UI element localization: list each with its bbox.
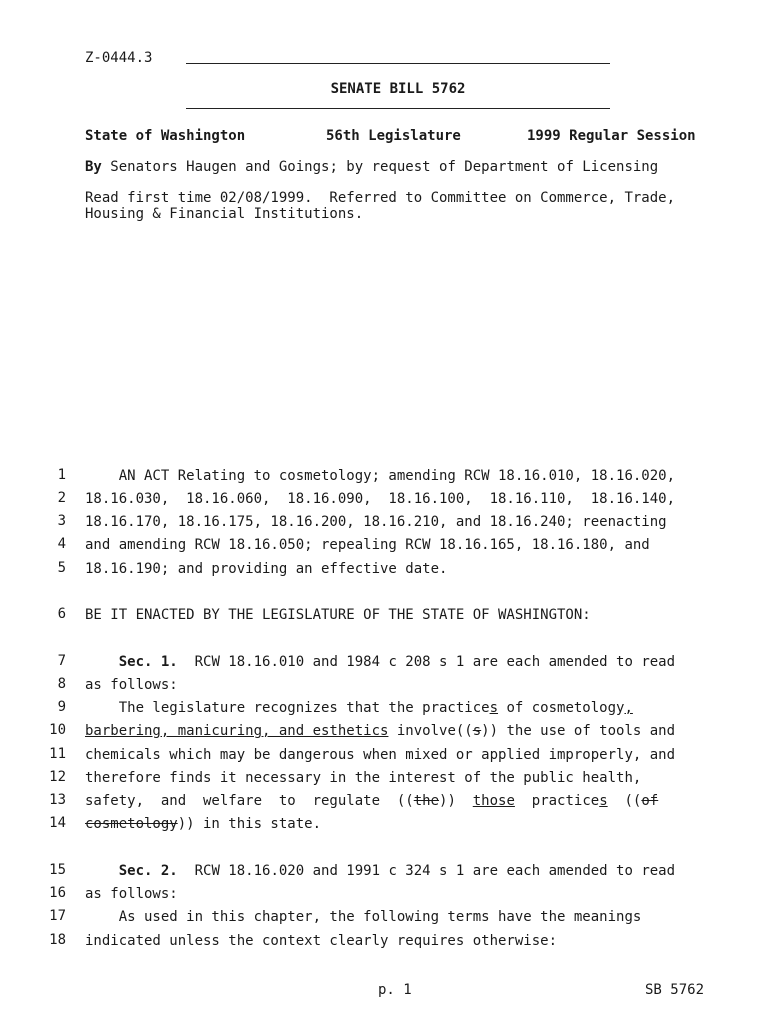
- body-line: as follows:: [85, 886, 178, 902]
- line-number: 14: [49, 815, 66, 831]
- text-span: ((: [607, 793, 642, 809]
- line-number: 5: [57, 560, 66, 576]
- body-line: chemicals which may be dangerous when mixed or applied improperly, and: [85, 747, 676, 763]
- line-number: 8: [57, 676, 66, 692]
- deleted-text: of: [641, 793, 659, 809]
- text-span: involve((: [388, 723, 473, 739]
- inserted-text: ,: [624, 700, 633, 716]
- referral-line-1: Read first time 02/08/1999. Referred to Committee on Commerce, Trade,: [85, 190, 676, 206]
- body-line: [85, 699, 711, 717]
- inserted-text: those: [472, 793, 515, 809]
- body-line: BE IT ENACTED BY THE LEGISLATURE OF THE STATE OF WASHINGTON:: [85, 607, 591, 623]
- inserted-text: s: [599, 793, 608, 809]
- by-label: By: [85, 159, 102, 175]
- section-label: Sec. 2.: [118, 863, 178, 879]
- sponsor-line: [85, 159, 658, 175]
- line-number: 2: [57, 490, 66, 506]
- line-number: 4: [57, 536, 66, 552]
- inserted-text: barbering, manicuring, and esthetics: [85, 723, 389, 739]
- line-number: 6: [57, 606, 66, 622]
- section-text: RCW 18.16.010 and 1984 c 208 s 1 are each amended to read: [177, 654, 676, 670]
- section-heading-line: [85, 653, 711, 671]
- line-number: 12: [49, 769, 66, 785]
- line-number: 7: [57, 653, 66, 669]
- inserted-text: s: [489, 700, 499, 716]
- text-span: of cosmetology: [498, 700, 625, 716]
- section-heading-line: [85, 862, 711, 880]
- session-name: 1999 Regular Session: [527, 128, 696, 144]
- top-rule: [186, 63, 610, 64]
- sponsors: Senators Haugen and Goings; by request of Department of Licensing: [110, 159, 659, 175]
- line-number: 17: [49, 908, 66, 924]
- page-number: p. 1: [378, 982, 412, 998]
- text-span: )) the use of tools and: [481, 723, 676, 739]
- section-text: RCW 18.16.020 and 1991 c 324 s 1 are each amended to read: [177, 863, 676, 879]
- line-number: 16: [49, 885, 66, 901]
- text-span: )) in this state.: [177, 816, 322, 832]
- body-line: 18.16.190; and providing an effective date.: [85, 561, 448, 577]
- body-line: As used in this chapter, the following terms have the meanings: [85, 909, 642, 925]
- line-number: 3: [57, 513, 66, 529]
- deleted-text: the: [413, 793, 440, 809]
- body-line: [85, 722, 711, 740]
- line-number: 9: [57, 699, 66, 715]
- line-number: 11: [49, 746, 66, 762]
- body-line: and amending RCW 18.16.050; repealing RCW 18.16.165, 18.16.180, and: [85, 537, 650, 553]
- body-line: 18.16.030, 18.16.060, 18.16.090, 18.16.100, 18.16.110, 18.16.140,: [85, 491, 676, 507]
- title-rule: [186, 108, 610, 109]
- body-line: [85, 815, 711, 833]
- text-span: The legislature recognizes that the practice: [85, 700, 490, 716]
- body-line: therefore finds it necessary in the interest of the public health,: [85, 770, 642, 786]
- body-line: indicated unless the context clearly requires otherwise:: [85, 933, 558, 949]
- footer-bill-ref: SB 5762: [645, 982, 705, 998]
- text-span: )): [439, 793, 473, 809]
- deleted-text: s: [472, 723, 482, 739]
- body-line: [85, 792, 711, 810]
- body-line: 18.16.170, 18.16.175, 18.16.200, 18.16.210, and 18.16.240; reenacting: [85, 514, 667, 530]
- legislature-name: 56th Legislature: [326, 128, 461, 144]
- state-name: State of Washington: [85, 128, 246, 144]
- body-line: AN ACT Relating to cosmetology; amending RCW 18.16.010, 18.16.020,: [85, 468, 676, 484]
- line-number: 15: [49, 862, 66, 878]
- bill-title: SENATE BILL 5762: [330, 81, 466, 97]
- section-label: Sec. 1.: [118, 654, 178, 670]
- line-number: 1: [57, 467, 66, 483]
- line-number: 18: [49, 932, 66, 948]
- line-number: 10: [49, 722, 66, 738]
- referral-line-2: Housing & Financial Institutions.: [85, 206, 364, 222]
- doc-code: Z-0444.3: [85, 50, 153, 66]
- text-span: practice: [514, 793, 600, 809]
- text-span: safety, and welfare to regulate ((: [85, 793, 414, 809]
- body-line: as follows:: [85, 677, 178, 693]
- deleted-text: cosmetology: [85, 816, 178, 832]
- line-number: 13: [49, 792, 66, 808]
